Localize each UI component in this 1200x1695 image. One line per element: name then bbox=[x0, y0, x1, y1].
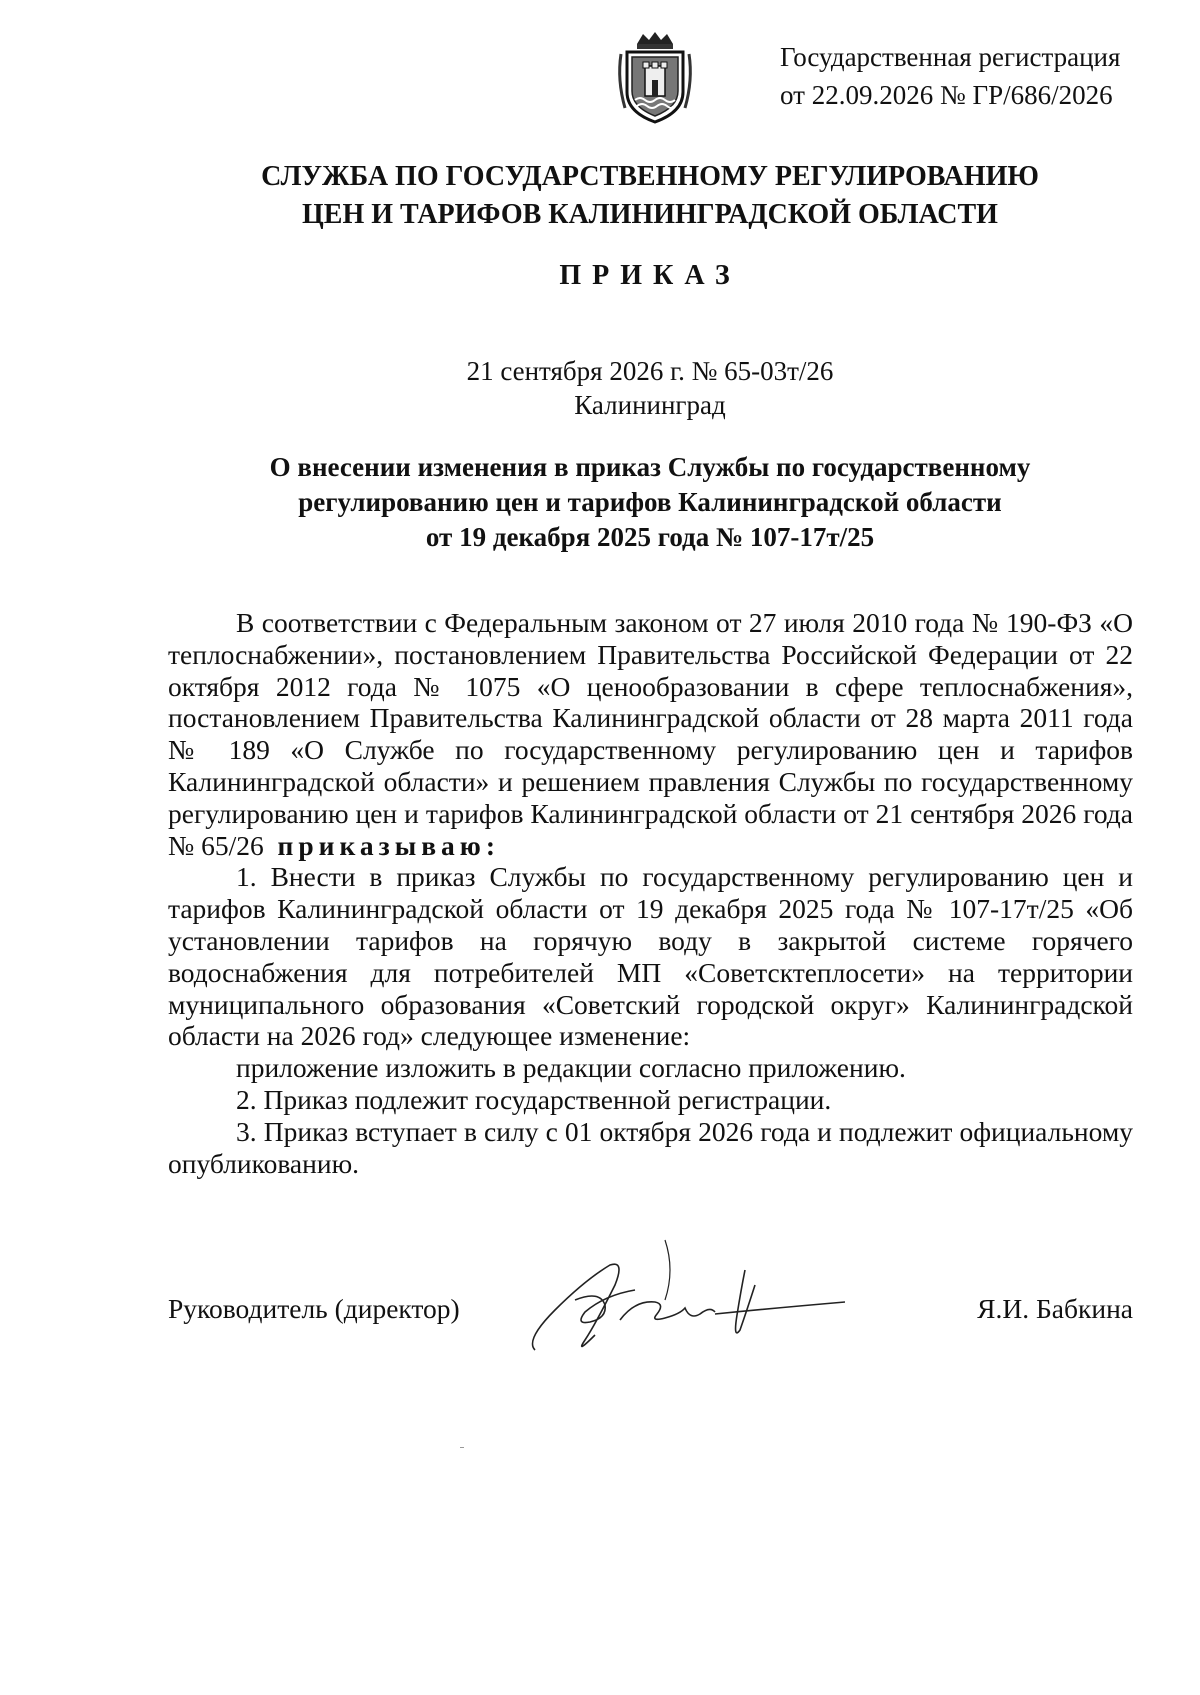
order-title bbox=[0, 450, 1200, 555]
agency-line-2: ЦЕН И ТАРИФОВ КАЛИНИНГРАДСКОЙ ОБЛАСТИ bbox=[302, 199, 998, 230]
signatory-role: Руководитель (директор) bbox=[168, 1293, 460, 1324]
coat-of-arms-emblem bbox=[615, 30, 695, 126]
order-title-line-1: О внесении изменения в приказ Службы по государственному bbox=[269, 452, 1031, 482]
item-3-paragraph: 3. Приказ вступает в силу с 01 октября 2026 года и подлежит официальному опубликованию. bbox=[168, 1115, 1133, 1179]
order-title-line-3: от 19 декабря 2025 года № 107-17т/25 bbox=[425, 522, 875, 552]
date-and-number-block bbox=[0, 354, 1200, 422]
order-body bbox=[168, 607, 1133, 1179]
item-2-paragraph: 2. Приказ подлежит государственной регистрации. bbox=[236, 1083, 832, 1115]
item-1-paragraph: 1. Внести в приказ Службы по государственному регулированию цен и тарифов Калининградской области от 19 декабря 2025 года № 107-17т/25 «Об установлении тарифов на горячую воду в закрытой системе горячего водоснабжения для потребителей МП «Советсктеплосети» на территории муниципального образования «Советский городской округ» Калининградской области на 2026 год» следующее изменение: bbox=[168, 861, 1133, 1052]
order-word: приказываю: bbox=[277, 829, 500, 861]
registration-block bbox=[780, 38, 1120, 114]
agency-name bbox=[0, 158, 1200, 234]
order-title-line-2: регулированию цен и тарифов Калининградской области bbox=[298, 487, 1002, 517]
scan-speck bbox=[460, 1447, 464, 1448]
order-date-number: 21 сентября 2026 г. № 65-03т/26 bbox=[466, 356, 834, 386]
item-1-continuation: приложение изложить в редакции согласно приложению. bbox=[236, 1052, 906, 1084]
handwritten-signature bbox=[515, 1230, 845, 1365]
preamble-text: В соответствии с Федеральным законом от 27 июля 2010 года № 190-ФЗ «О теплоснабжении», постановлением Правительства Российской Федерации от 22 октября 2012 года № 1075 «О ценообразовании в сфере теплоснабжения», постановлением Правительства Калининградской области от 28 марта 2011 года № 189 «О Службе по государственному регулированию цен и тарифов Калининградской области» и решением правления Службы по государственному регулированию цен и тарифов Калининградской области от 21 сентября 2026 года № 65/26 bbox=[168, 607, 1133, 861]
agency-line-1: СЛУЖБА ПО ГОСУДАРСТВЕННОМУ РЕГУЛИРОВАНИЮ bbox=[261, 161, 1039, 192]
registration-line-2: от 22.09.2026 № ГР/686/2026 bbox=[780, 80, 1113, 110]
order-city: Калининград bbox=[574, 390, 726, 420]
document-type-heading: ПРИКАЗ bbox=[559, 260, 741, 291]
signatory-name: Я.И. Бабкина bbox=[977, 1293, 1133, 1324]
preamble-paragraph bbox=[168, 607, 1133, 861]
registration-line-1: Государственная регистрация bbox=[780, 42, 1121, 72]
